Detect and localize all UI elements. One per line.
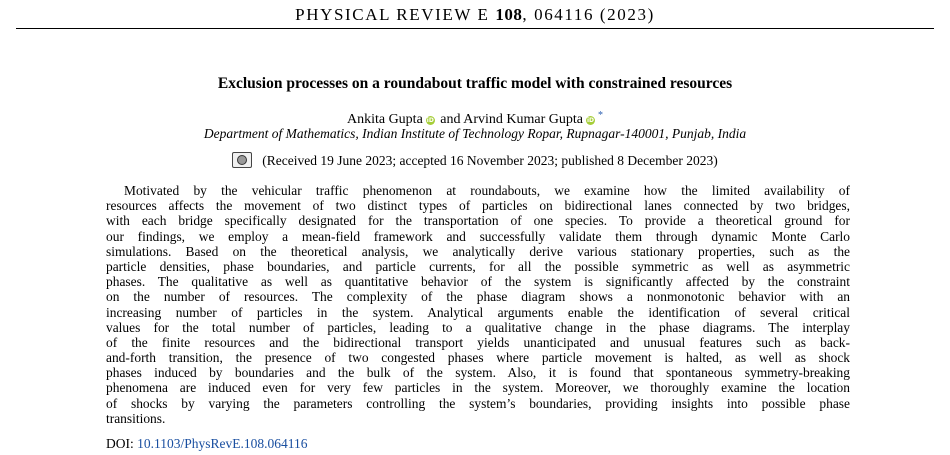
author-2-name[interactable]: Arvind Kumar Gupta bbox=[463, 112, 584, 127]
abstract-line: on the number of resources. The complexity of the phase diagram shows a nonmonotonic behavior with an bbox=[106, 289, 850, 305]
abstract-line: increasing number of particles in the system. Analytical arguments enable the identification of several critical bbox=[106, 304, 850, 320]
abstract-line: resources affects the movement of two distinct types of particles on bidirectional lanes connected by two bridges, bbox=[106, 198, 850, 214]
orcid-icon[interactable]: iD bbox=[426, 117, 434, 124]
abstract-line: particle densities, phase boundaries, and particle currents, for all the possible symmetric as well as asymmetric bbox=[106, 258, 850, 274]
doi bbox=[106, 436, 308, 452]
abstract-line: Motivated by the vehicular traffic phenomenon at roundabouts, we examine how the limited availability of bbox=[124, 183, 850, 198]
paper-title: Exclusion processes on a roundabout traffic model with constrained resources bbox=[217, 75, 733, 92]
abstract-line: phases. The qualitative as well as quantitative behavior of the system is significantly affected by the constraint bbox=[106, 274, 850, 290]
doi-label: DOI: bbox=[106, 436, 134, 451]
abstract-line: with each bridge specifically designated for the transportation of one species. To provide a theoretical ground for bbox=[106, 213, 850, 229]
abstract-line: phases induced by boundaries and the bulk of the system. Also, it is found that spontaneous symmetry-breaking bbox=[106, 365, 850, 381]
author-1-name[interactable]: Ankita Gupta bbox=[346, 112, 423, 127]
received-dates bbox=[0, 152, 950, 170]
corresponding-author-mark[interactable]: * bbox=[598, 110, 604, 121]
abstract-line: of the finite resources and the bidirectional transport yields unanticipated and unusual features such as back- bbox=[106, 334, 850, 350]
journal-name: PHYSICAL REVIEW E bbox=[295, 5, 490, 24]
abstract-line: of shocks by varying the parameters controlling the system’s boundaries, providing insights into possible phase bbox=[106, 395, 850, 411]
abstract-line: our findings, we employ a mean-field framework and successfully validate them through dynamic Monte Carlo bbox=[106, 228, 850, 244]
abstract-line: values for the total number of particles, leading to a qualitative change in the phase diagrams. The interplay bbox=[106, 319, 850, 335]
author-connector: and bbox=[440, 112, 461, 127]
abstract-line: phenomena are induced even for very few particles in the system. Moreover, we thoroughly examine the location bbox=[106, 380, 850, 396]
crossmark-icon[interactable] bbox=[232, 152, 252, 168]
orcid-icon[interactable]: iD bbox=[586, 117, 595, 124]
affiliation: Department of Mathematics, Indian Institute of Technology Ropar, Rupnagar-140001, Punjab, India bbox=[203, 126, 747, 141]
journal-header bbox=[0, 4, 950, 26]
abstract-line: simulations. Based on the theoretical analysis, we analytically derive various stationary properties, such as the bbox=[106, 243, 850, 259]
article-info: , 064116 (2023) bbox=[522, 5, 655, 24]
abstract bbox=[106, 183, 850, 426]
header-rule bbox=[16, 28, 934, 29]
abstract-line: and-forth transition, the presence of two congested phases where particle movement is halted, as well as shock bbox=[106, 350, 850, 366]
journal-volume: 108 bbox=[495, 5, 523, 24]
doi-link[interactable]: 10.1103/PhysRevE.108.064116 bbox=[137, 436, 308, 451]
abstract-line: transitions. bbox=[106, 410, 166, 426]
received-text: (Received 19 June 2023; accepted 16 November 2023; published 8 December 2023) bbox=[262, 153, 718, 168]
